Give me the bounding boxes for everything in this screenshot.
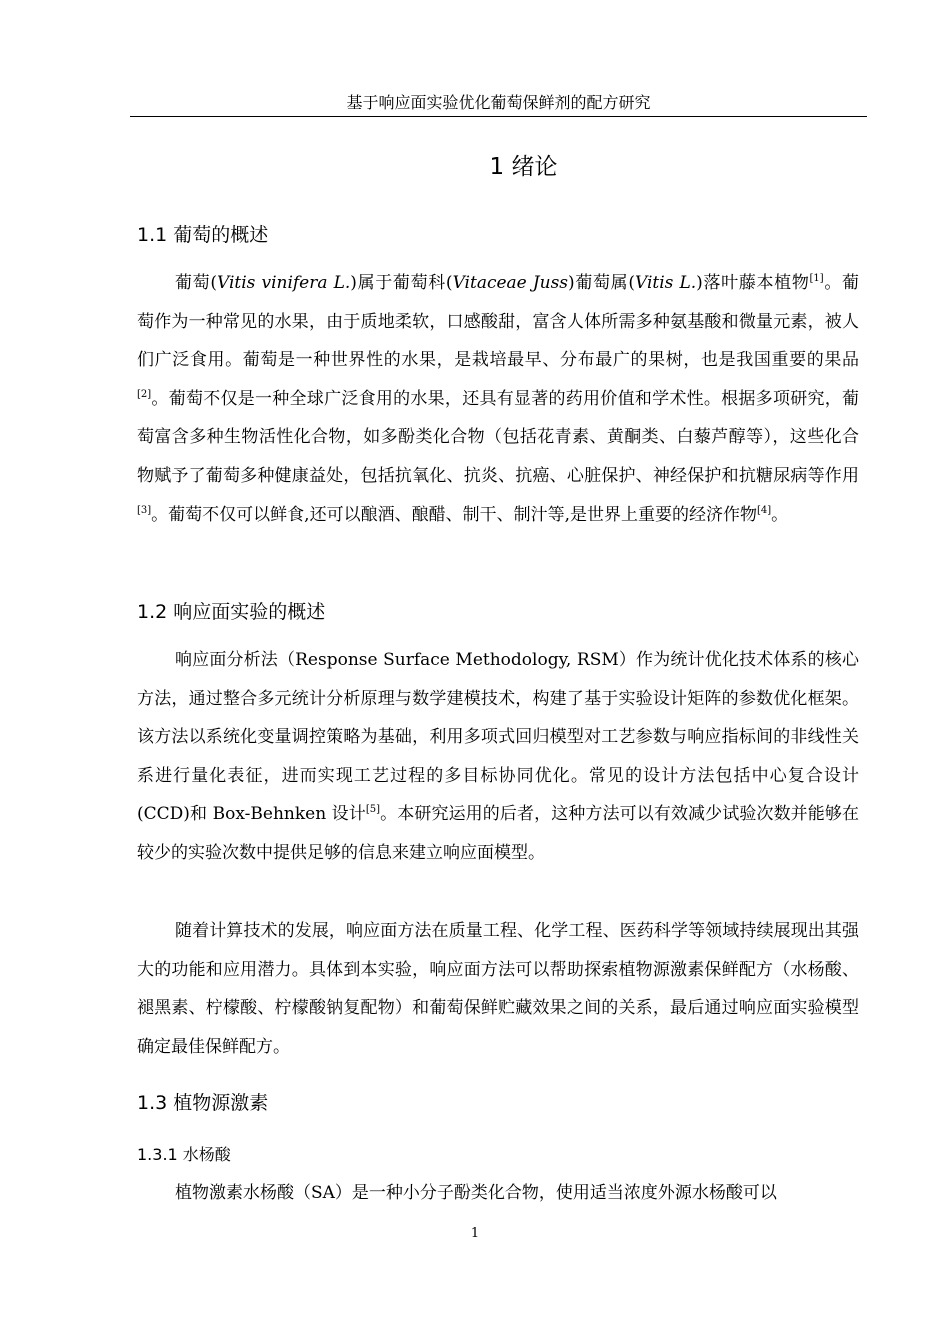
text-run: )属于葡萄科( [350,273,453,293]
page-number: 1 [470,1226,480,1241]
section-heading-1-3: 1.3 植物源激素 [137,1092,269,1114]
text-run: 随着计算技术的发展，响应面方法在质量工程、化学工程、医药科学等领域持续展现出其强大的功能和应用潜力。具体到本实验，响应面方法可以帮助探索植物源激素保鲜配方（水杨酸、褪黑素、柠檬酸、柠檬酸钠复配物）和葡萄保鲜贮藏效果之间的关系，最后通过响应面实验模型确定最佳保鲜配方。 [137,921,859,1057]
text-run: 。葡萄不仅是一种全球广泛食用的水果，还具有显著的药用价值和学术性。根据多项研究，葡萄富含多种生物活性化合物，如多酚类化合物（包括花青素、黄酮类、白藜芦醇等），这些化合物赋予了葡萄多种健康益处，包括抗氧化、抗炎、抗癌、心脏保护、神经保护和抗糖尿病等作用 [137,388,859,486]
text-run: )葡萄属( [568,273,635,293]
paragraph-rsm-overview [137,641,859,873]
chapter-title: 1 绪论 [489,154,558,180]
subsection-heading-1-3-1: 1.3.1 水杨酸 [137,1145,231,1164]
citation-ref: [1] [809,273,824,284]
section-heading-1-1: 1.1 葡萄的概述 [137,224,269,246]
header-rule [130,116,867,117]
paragraph-grape-overview [137,264,859,534]
latin-name: Vitaceae Juss [452,273,569,293]
text-run: 。 [771,504,789,525]
citation-ref: [3] [137,504,152,516]
section-heading-1-2: 1.2 响应面实验的概述 [137,601,326,623]
citation-ref: [5] [365,804,381,816]
citation-ref: [2] [137,388,152,400]
latin-name: Vitis vinifera L. [216,273,351,293]
citation-ref: [4] [756,504,772,516]
text-run: )落叶藤本植物 [696,273,810,293]
running-header: 基于响应面实验优化葡萄保鲜剂的配方研究 [346,93,651,112]
text-run: 响应面分析法（Response Surface Methodology, RSM）作为统计优化技术体系的核心方法，通过整合多元统计分析原理与数学建模技术，构建了基于实验设计矩阵的参数优化框架。该方法以系统化变量调控策略为基础，利用多项式回归模型对工艺参数与响应指标间的非线性关系进行量化表征，进而实现工艺过程的多目标协同优化。常见的设计方法包括中心复合设计(CCD)和 Box-Behnken 设计 [137,650,859,825]
text-run: 。葡萄作为一种常见的水果，由于质地柔软，口感酸甜，富含人体所需多种氨基酸和微量元素，被人们广泛食用。葡萄是一种世界性的水果，是栽培最早、分布最广的果树，也是我国重要的果品 [137,273,860,371]
text-run: 。本研究运用的后者，这种方法可以有效减少试验次数并能够在较少的实验次数中提供足够的信息来建立响应面模型。 [137,804,859,863]
paragraph-salicylic-acid [137,1174,859,1213]
latin-name: Vitis L. [634,273,697,293]
text-run: 葡萄( [175,273,217,293]
paragraph-rsm-application [137,912,859,1066]
text-run: 。葡萄不仅可以鲜食,还可以酿酒、酿醋、制干、制汁等,是世界上重要的经济作物 [151,504,757,525]
text-run: 植物激素水杨酸（SA）是一种小分子酚类化合物，使用适当浓度外源水杨酸可以 [175,1183,777,1203]
